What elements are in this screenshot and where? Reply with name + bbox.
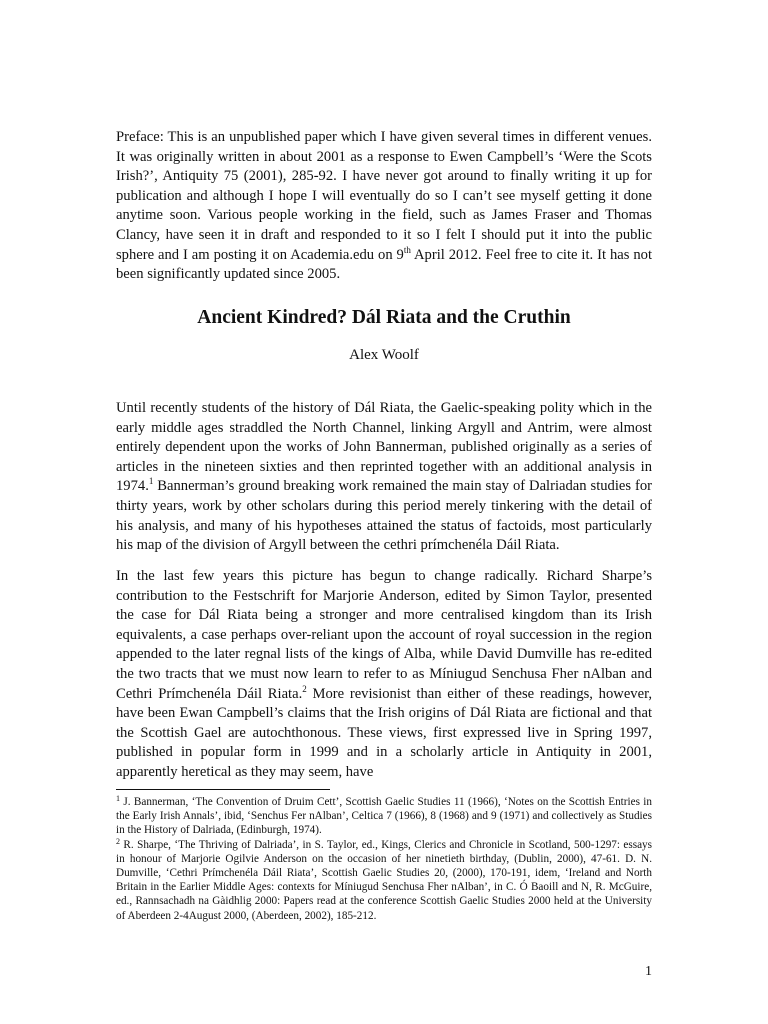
footnote-1 (116, 795, 652, 838)
footnote-number: 1 (116, 794, 120, 803)
paper-title: Ancient Kindred? Dál Riata and the Cruthin (197, 307, 571, 328)
body-paragraph-1 (116, 399, 652, 556)
footnote-ref-2: 2 (302, 683, 307, 694)
preface-paragraph (116, 128, 652, 285)
footnote-text: R. Sharpe, ‘The Thriving of Dalriada’, in S. Taylor, ed., Kings, Clerics and Chronicle in Scotland, 500-1297: essays in honour of Marjorie Ogilvie Anderson on the occasion of her ninetieth birthday, (Dublin, 2000), 47-61. D. N. Dumville, ‘Cethri Prímchenéla Dáil Riata’, Scottish Gaelic Studies 20, (2000), 170-191, idem, ‘Ireland and North Britain in the Earlier Middle Ages: contexts for Míniugud Senchusa Fher nAlban’, in C. Ó Baoill and N, R. McGuire, ed., Rannsachadh na Gàidhlig 2000: Papers read at the conference Scottish Gaelic Studies 2000 held at the University of Aberdeen 2-4August 2000, (Aberdeen, 2002), 185-212. (116, 838, 652, 922)
paragraph-text: Bannerman’s ground breaking work remained the main stay of Dalriadan studies for thirty years, work by other scholars during this period merely tinkering with the detail of his analysis, and many of his hypotheses attained the status of factoids, most particularly his map of the division of Argyll between the cethri prímchenéla Dáil Riata. (116, 478, 652, 554)
footnote-2 (116, 838, 652, 923)
paragraph-text: More revisionist than either of these readings, however, have been Ewan Campbell’s claims that the Irish origins of Dál Riata are fictional and that the Scottish Gael are autochthonous. These views, first expressed live in Spring 1997, published in popular form in 1999 and in a scholarly article in Antiquity in 2001, apparently heretical as they may seem, have (116, 685, 652, 780)
body-paragraph-2 (116, 567, 652, 783)
footnote-ref-1: 1 (148, 476, 154, 487)
ordinal-superscript: th (403, 244, 411, 255)
page-number: 1 (645, 964, 652, 979)
preface-text: Preface: This is an unpublished paper which I have given several times in different venues. It was originally written in about 2001 as a response to Ewen Campbell’s ‘Were the Scots Irish?’, Antiquity 75 (2001), 285-92. I have never got around to finally writing it up for publication and although I hope I will eventually do so I can’t see myself getting it done anytime soon. Various people working in the field, such as James Fraser and Thomas Clancy, have seen it in draft and responded to it so I felt I should put it into the public sphere and I am posting it on Academia.edu on 9 (116, 129, 652, 263)
paragraph-text: In the last few years this picture has begun to change radically. Richard Sharpe’s contribution to the Festschrift for Marjorie Anderson, edited by Simon Taylor, presented the case for Dál Riata being a stronger and more centralised kingdom than its Irish equivalents, a case perhaps over-reliant upon the account of royal succession in the region appended to the later regnal lists of the kings of Alba, while David Dumville has re-edited the two tracts that we must now learn to refer to as Míniugud Senchusa Fher nAlban and Cethri Prímchenéla Dáil Riata. (116, 568, 652, 702)
footnotes (116, 795, 652, 923)
footnote-number: 2 (116, 836, 120, 846)
author-name: Alex Woolf (349, 347, 419, 363)
preface-text-end: April 2012. Feel free to cite it. It has not been significantly updated since 2005. (116, 246, 652, 283)
footnote-separator (116, 789, 330, 790)
footnote-text: J. Bannerman, ‘The Convention of Druim Cett’, Scottish Gaelic Studies 11 (1966), ‘Notes on the Scottish Entries in the Early Irish Annals’, ibid, ‘Senchus Fer nAlban’, Celtica 7 (1966), 8 (1968) and 9 (1971) and collectively as Studies in the History of Dalriada, (Edinburgh, 1974). (116, 796, 652, 837)
paragraph-text: Until recently students of the history of Dál Riata, the Gaelic-speaking polity which in the early middle ages straddled the North Channel, linking Argyll and Antrim, were almost entirely dependent upon the works of John Bannerman, published originally as a series of articles in the nineteen sixties and then reprinted together with an additional analysis in 1974. (116, 400, 652, 495)
